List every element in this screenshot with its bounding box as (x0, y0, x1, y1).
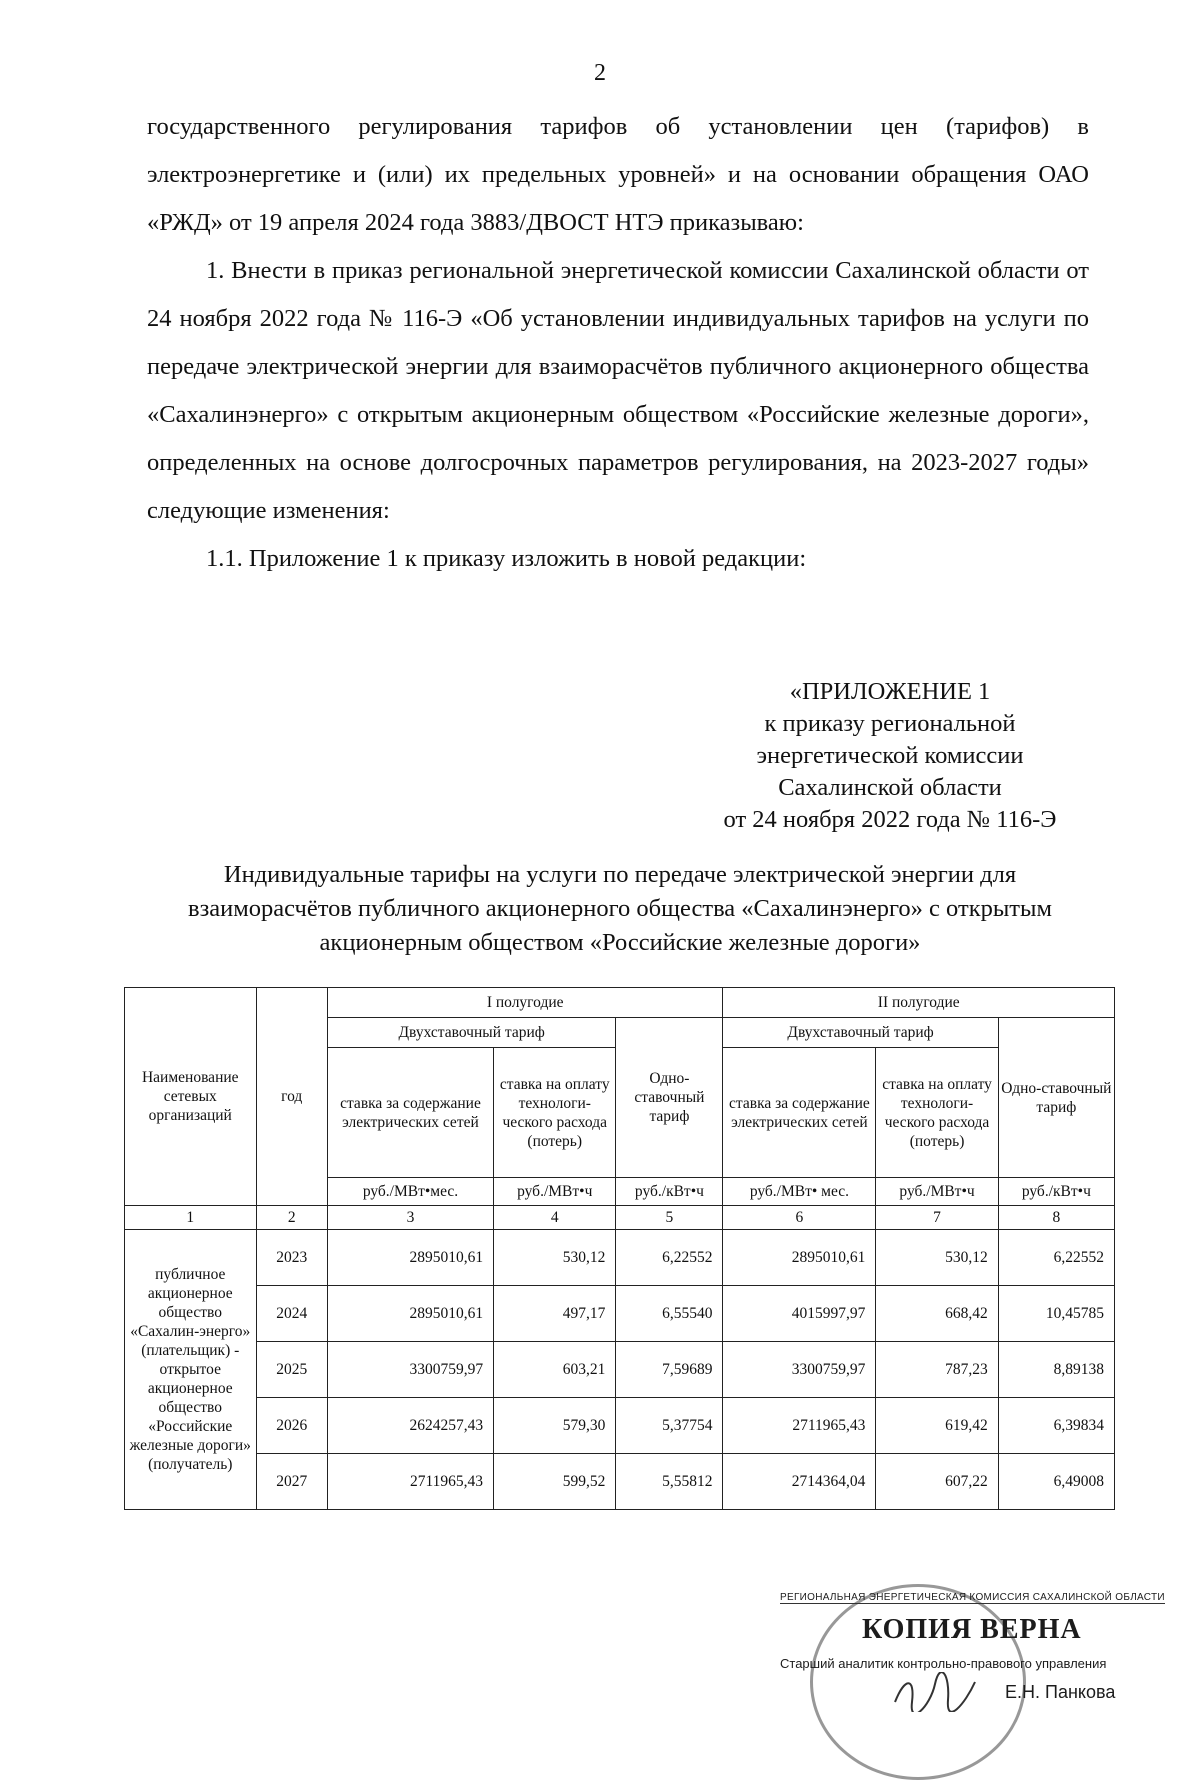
value-cell: 8,89138 (998, 1342, 1114, 1398)
header-rate-maintenance-1: ставка за содержание электрических сетей (327, 1048, 493, 1178)
signature-icon (890, 1672, 980, 1712)
header-half-2: II полугодие (723, 988, 1115, 1018)
value-cell: 530,12 (876, 1230, 998, 1286)
year-cell: 2025 (256, 1342, 327, 1398)
table-row (125, 1454, 1115, 1510)
value-cell: 4015997,97 (723, 1286, 876, 1342)
value-cell: 10,45785 (998, 1286, 1114, 1342)
header-one-rate-2: Одно-ставочный тариф (998, 1018, 1114, 1178)
table-row (125, 1230, 1115, 1286)
value-cell: 7,59689 (616, 1342, 723, 1398)
appendix-line: от 24 ноября 2022 года № 116-Э (723, 806, 1057, 833)
column-number: 2 (256, 1206, 327, 1230)
header-rate-losses-1: ставка на оплату технологи-ческого расхода (потерь) (494, 1048, 616, 1178)
value-cell: 6,39834 (998, 1398, 1114, 1454)
column-number: 8 (998, 1206, 1114, 1230)
value-cell: 6,49008 (998, 1454, 1114, 1510)
value-cell: 497,17 (494, 1286, 616, 1342)
value-cell: 2895010,61 (327, 1286, 493, 1342)
value-cell: 603,21 (494, 1342, 616, 1398)
value-cell: 2895010,61 (723, 1230, 876, 1286)
unit-cell: руб./кВт•ч (616, 1178, 723, 1206)
year-cell: 2027 (256, 1454, 327, 1510)
stamp-org-line: РЕГИОНАЛЬНАЯ ЭНЕРГЕТИЧЕСКАЯ КОМИССИЯ САХАЛИНСКОЙ ОБЛАСТИ (780, 1592, 1165, 1603)
column-number: 3 (327, 1206, 493, 1230)
appendix-line: Сахалинской области (778, 774, 1002, 801)
paragraph-preamble: государственного регулирования тарифов об установлении цен (тарифов) в электроэнергетике и (или) их предельных уровней» и на основании обращения ОАО «РЖД» от 19 апреля 2024 года 3883/ДВОСТ НТЭ приказываю: (147, 113, 1089, 236)
stamp-copy-true: КОПИЯ ВЕРНА (862, 1614, 1082, 1645)
value-cell: 2711965,43 (327, 1454, 493, 1510)
column-number: 7 (876, 1206, 998, 1230)
value-cell: 607,22 (876, 1454, 998, 1510)
order-text (147, 103, 1089, 583)
value-cell: 2895010,61 (327, 1230, 493, 1286)
header-one-rate-1: Одно-ставочный тариф (616, 1018, 723, 1178)
appendix-line: энергетической комиссии (756, 742, 1024, 769)
header-org: Наименование сетевых организаций (125, 988, 257, 1206)
table-row (125, 1342, 1115, 1398)
value-cell: 668,42 (876, 1286, 998, 1342)
header-two-rate-2: Двухставочный тариф (723, 1018, 998, 1048)
value-cell: 530,12 (494, 1230, 616, 1286)
value-cell: 6,22552 (616, 1230, 723, 1286)
header-rate-maintenance-2: ставка за содержание электрических сетей (723, 1048, 876, 1178)
page-number: 2 (594, 60, 606, 86)
value-cell: 2711965,43 (723, 1398, 876, 1454)
value-cell: 619,42 (876, 1398, 998, 1454)
value-cell: 3300759,97 (327, 1342, 493, 1398)
value-cell: 5,37754 (616, 1398, 723, 1454)
org-name-cell: публичное акционерное общество «Сахалин-энерго» (плательщик) - открытое акционерное общество «Российские железные дороги» (получатель) (125, 1230, 257, 1510)
value-cell: 2624257,43 (327, 1398, 493, 1454)
header-year: год (256, 988, 327, 1206)
appendix-line: «ПРИЛОЖЕНИЕ 1 (789, 678, 991, 705)
year-cell: 2023 (256, 1230, 327, 1286)
unit-cell: руб./кВт•ч (998, 1178, 1114, 1206)
value-cell: 3300759,97 (723, 1342, 876, 1398)
certification-stamp (780, 1584, 1165, 1713)
paragraph-item-1: 1. Внести в приказ региональной энергетической комиссии Сахалинской области от 24 ноября 2022 года № 116-Э «Об установлении индивидуальных тарифов на услуги по передаче электрической энергии для взаиморасчётов публичного акционерного общества «Сахалинэнерго» с открытым акционерным обществом «Российские железные дороги», определенных на основе долгосрочных параметров регулирования, на 2023-2027 годы» следующие изменения: (147, 257, 1089, 524)
value-cell: 599,52 (494, 1454, 616, 1510)
year-cell: 2024 (256, 1286, 327, 1342)
tariff-table (124, 987, 1115, 1510)
value-cell: 5,55812 (616, 1454, 723, 1510)
appendix-line: к приказу региональной (764, 710, 1016, 737)
paragraph-item-1-1: 1.1. Приложение 1 к приказу изложить в новой редакции: (206, 545, 807, 572)
value-cell: 579,30 (494, 1398, 616, 1454)
stamp-signer-name: Е.Н. Панкова (1005, 1682, 1116, 1702)
value-cell: 6,55540 (616, 1286, 723, 1342)
header-two-rate-1: Двухставочный тариф (327, 1018, 616, 1048)
header-half-1: I полугодие (327, 988, 723, 1018)
column-number: 4 (494, 1206, 616, 1230)
year-cell: 2026 (256, 1398, 327, 1454)
unit-cell: руб./МВт•ч (876, 1178, 998, 1206)
value-cell: 787,23 (876, 1342, 998, 1398)
unit-cell: руб./МВт•ч (494, 1178, 616, 1206)
unit-cell: руб./МВт•мес. (327, 1178, 493, 1206)
column-number: 1 (125, 1206, 257, 1230)
unit-cell: руб./МВт• мес. (723, 1178, 876, 1206)
column-number: 6 (723, 1206, 876, 1230)
value-cell: 2714364,04 (723, 1454, 876, 1510)
table-row (125, 1398, 1115, 1454)
table-title: Индивидуальные тарифы на услуги по передаче электрической энергии для взаиморасчётов публичного акционерного общества «Сахалинэнерго» с открытым акционерным обществом «Российские железные дороги» (188, 861, 1052, 956)
header-rate-losses-2: ставка на оплату технологи-ческого расхода (потерь) (876, 1048, 998, 1178)
column-number: 5 (616, 1206, 723, 1230)
appendix-header (690, 676, 1090, 836)
stamp-position: Старший аналитик контрольно-правового управления (780, 1656, 1107, 1671)
value-cell: 6,22552 (998, 1230, 1114, 1286)
table-row (125, 1286, 1115, 1342)
